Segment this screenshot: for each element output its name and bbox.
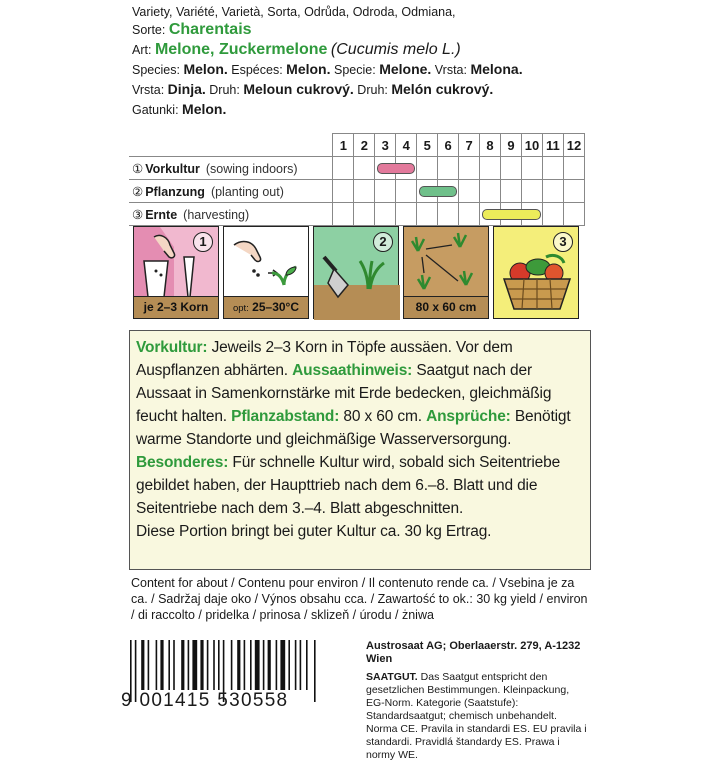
besonderes-text: Für schnelle Kultur wird, sobald sich Seitentriebe gebildet haben, der Haupttrieb nach dem 6.–8. Blatt und die Seitentriebe nach dem 3.–4. Blatt abgeschnitten.: [136, 454, 561, 517]
month-cell: [396, 180, 417, 203]
besonderes-label: Besonderes:: [136, 454, 229, 471]
barcode-bar: [160, 640, 163, 690]
month-cell: [521, 180, 542, 203]
month-cell: [375, 180, 396, 203]
barcode-bar: [255, 640, 260, 690]
barcode-bar: [306, 640, 308, 690]
art-label: Art:: [132, 43, 152, 57]
sorte-value: Charentais: [168, 21, 252, 38]
row-note: (planting out): [210, 184, 284, 199]
pictogram-caption: 80 x 60 cm: [404, 296, 488, 318]
ansprueche-text: Benötigt warme Standorte und gleichmäßige Wasserversorgung.: [136, 408, 571, 448]
barcode-bar: [168, 640, 170, 690]
species-value: Melon.: [182, 101, 227, 117]
ertrag-text: Diese Portion bringt bei guter Kultur ca. 30 kg Ertrag.: [136, 523, 492, 540]
barcode-bar: [173, 640, 175, 690]
species-value: Meloun cukrový.: [243, 81, 354, 97]
saatgut-text: Das Saatgut entspricht den gesetzlichen Bestimmungen. Kleinpackung, EG-Norm. Kategorie (Saatstufe): Standardsaatgut; chemisch unbehandelt. Norma CE. Pravila in standardi ES. EU pravila i standardi. Pravidlá štandardy ES. Prawa i normy WE.: [366, 671, 587, 761]
barcode-bar: [156, 640, 158, 690]
species-value: Dinja.: [167, 81, 206, 97]
legal-block: [366, 640, 588, 762]
calendar-period-bar: [377, 163, 415, 174]
calendar-row-pflanzung: [129, 180, 585, 203]
barcode-bar: [276, 640, 278, 690]
month-cell: [459, 180, 480, 203]
calendar-row-vorkultur: [129, 157, 585, 180]
month-cell: [354, 157, 375, 180]
species-value: Melon.: [183, 61, 228, 77]
barcode-bar: [181, 640, 184, 690]
month-header: 10: [521, 134, 542, 157]
sorte-label: Sorte:: [132, 23, 166, 37]
species-label: Specie:: [334, 63, 376, 77]
step-number-badge: 2: [373, 232, 393, 252]
sowing-calendar: [129, 133, 585, 226]
species-line-3: [132, 100, 592, 120]
month-cell: [375, 203, 396, 226]
art-line: [132, 40, 592, 60]
species-value: Melone.: [379, 61, 432, 77]
barcode-bar: [207, 640, 209, 690]
row-label: [129, 157, 333, 180]
month-cell: [563, 157, 584, 180]
art-value: Melone, Zuckermelone: [154, 41, 328, 58]
barcode-bar: [268, 640, 271, 690]
month-cell: [417, 180, 438, 203]
month-header: 8: [480, 134, 501, 157]
aussaat-text: Saatgut nach der Aussaat in Samenkornstärke mit Erde bedecken, gleichmäßig feucht halten.: [136, 362, 552, 425]
month-cell: [459, 157, 480, 180]
row-number: ①: [132, 161, 144, 176]
caption-prefix: opt:: [232, 303, 249, 314]
month-header: 11: [542, 134, 563, 157]
barcode-bar: [231, 640, 233, 690]
month-cell: [563, 203, 584, 226]
month-cell: [333, 203, 354, 226]
vorkultur-label: Vorkultur:: [136, 339, 208, 356]
sorte-line: [132, 20, 592, 40]
species-label: Druh:: [209, 83, 240, 97]
pictogram-harvest: [493, 226, 579, 319]
species-line-2: [132, 80, 592, 100]
row-label: [129, 180, 333, 203]
calendar-period-bar: [482, 209, 541, 220]
month-cell: [375, 157, 396, 180]
row-number: ③: [132, 207, 144, 222]
barcode-bar: [200, 640, 203, 690]
species-label: Druh:: [357, 83, 388, 97]
month-cell: [333, 180, 354, 203]
species-value: Melona.: [470, 61, 523, 77]
art-latin: (Cucumis melo L.): [330, 41, 461, 58]
month-cell: [396, 203, 417, 226]
caption-temperature: 25–30°C: [252, 300, 300, 314]
species-label: Gatunki:: [132, 103, 179, 117]
month-cell: [333, 157, 354, 180]
seed-packet-back: [121, 0, 596, 761]
pictogram-strip: [133, 226, 581, 319]
month-header: 5: [417, 134, 438, 157]
vorkultur-text: Jeweils 2–3 Korn in Töpfe aussäen. Vor dem Auspflanzen abhärten.: [136, 339, 513, 379]
month-cell: [438, 203, 459, 226]
month-cell: [542, 203, 563, 226]
barcode-bar: [295, 640, 297, 690]
barcode-bar: [244, 640, 246, 690]
row-name: Vorkultur: [145, 161, 200, 176]
pictogram-caption: je 2–3 Korn: [134, 296, 218, 318]
ansprueche-label: Ansprüche:: [426, 408, 511, 425]
barcode-bar: [280, 640, 285, 690]
month-header: 2: [354, 134, 375, 157]
barcode-bar: [213, 640, 215, 690]
content-yield-text: Content for about / Contenu pour environ / Il contenuto rende ca. / Vsebina je za ca. / Sadržaj daje oko / Výnos obsahu cca. / Zawartość to ok.: 30 kg yield / environ / di raccolto / pridelka / prinosa / sklizeň / úrodu / żniwa: [131, 576, 588, 622]
month-cell: [480, 203, 501, 226]
month-cell: [459, 203, 480, 226]
month-header: 3: [375, 134, 396, 157]
row-name: Pflanzung: [145, 184, 205, 199]
month-cell: [501, 180, 522, 203]
month-cell: [438, 157, 459, 180]
pictogram-germination: [223, 226, 309, 319]
species-label: Vrsta:: [434, 63, 467, 77]
barcode-bar: [263, 640, 265, 690]
barcode-bar: [250, 640, 252, 690]
month-cell: [480, 180, 501, 203]
barcode-bar: [192, 640, 197, 690]
calendar-table: [129, 133, 585, 226]
cultivation-instructions: [129, 330, 591, 570]
species-label: Espéces:: [231, 63, 283, 77]
species-label: Species:: [132, 63, 180, 77]
month-cell: [542, 180, 563, 203]
month-cell: [480, 157, 501, 180]
month-header: 12: [563, 134, 584, 157]
month-header: 1: [333, 134, 354, 157]
pictogram-planting: [313, 226, 399, 319]
month-cell: [417, 203, 438, 226]
month-cell: [521, 157, 542, 180]
month-cell: [354, 203, 375, 226]
barcode-bar: [288, 640, 290, 690]
row-number: ②: [132, 184, 144, 199]
step-number-badge: 1: [193, 232, 213, 252]
saatgut-statement: [366, 671, 588, 762]
barcode-digits: 9 001415 530558: [121, 690, 289, 711]
row-label: [129, 203, 333, 226]
calendar-row-ernte: [129, 203, 585, 226]
barcode-bar: [300, 640, 302, 690]
spacing-icon: [404, 227, 490, 297]
month-header: 7: [459, 134, 480, 157]
species-value: Melón cukrový.: [391, 81, 494, 97]
month-cell: [542, 157, 563, 180]
barcode-bar: [148, 640, 150, 690]
calendar-period-bar: [419, 186, 457, 197]
barcode-bar: [141, 640, 144, 690]
pictogram-spacing: [403, 226, 489, 319]
row-note: (sowing indoors): [205, 161, 298, 176]
aussaat-label: Aussaathinweis:: [292, 362, 413, 379]
barcode-bar: [188, 640, 190, 690]
abstand-label: Pflanzabstand:: [231, 408, 340, 425]
species-line-1: [132, 60, 592, 80]
barcode-bar: [218, 640, 220, 690]
species-label: Vrsta:: [132, 83, 165, 97]
row-note: (harvesting): [183, 207, 250, 222]
company-address: Austrosaat AG; Oberlaaerstr. 279, A-1232 Wien: [366, 640, 581, 665]
step-number-badge: 3: [553, 232, 573, 252]
calendar-corner: [129, 134, 333, 157]
month-cell: [354, 180, 375, 203]
month-header: 9: [501, 134, 522, 157]
month-cell: [563, 180, 584, 203]
germination-icon: [224, 227, 310, 297]
saatgut-label: SAATGUT.: [366, 671, 418, 683]
abstand-text: 80 x 60 cm.: [339, 408, 427, 425]
pictogram-sowing: [133, 226, 219, 319]
species-value: Melon.: [286, 61, 331, 77]
month-header: 4: [396, 134, 417, 157]
month-header: 6: [438, 134, 459, 157]
barcode-bar: [237, 640, 240, 690]
pictogram-caption: [224, 296, 308, 318]
row-name: Ernte: [145, 207, 178, 222]
calendar-header-row: [129, 134, 585, 157]
variety-label: Variety, Variété, Varietà, Sorta, Odrůda, Odroda, Odmiana,: [132, 5, 456, 19]
month-cell: [417, 157, 438, 180]
header-block: [132, 4, 592, 120]
month-cell: [501, 157, 522, 180]
